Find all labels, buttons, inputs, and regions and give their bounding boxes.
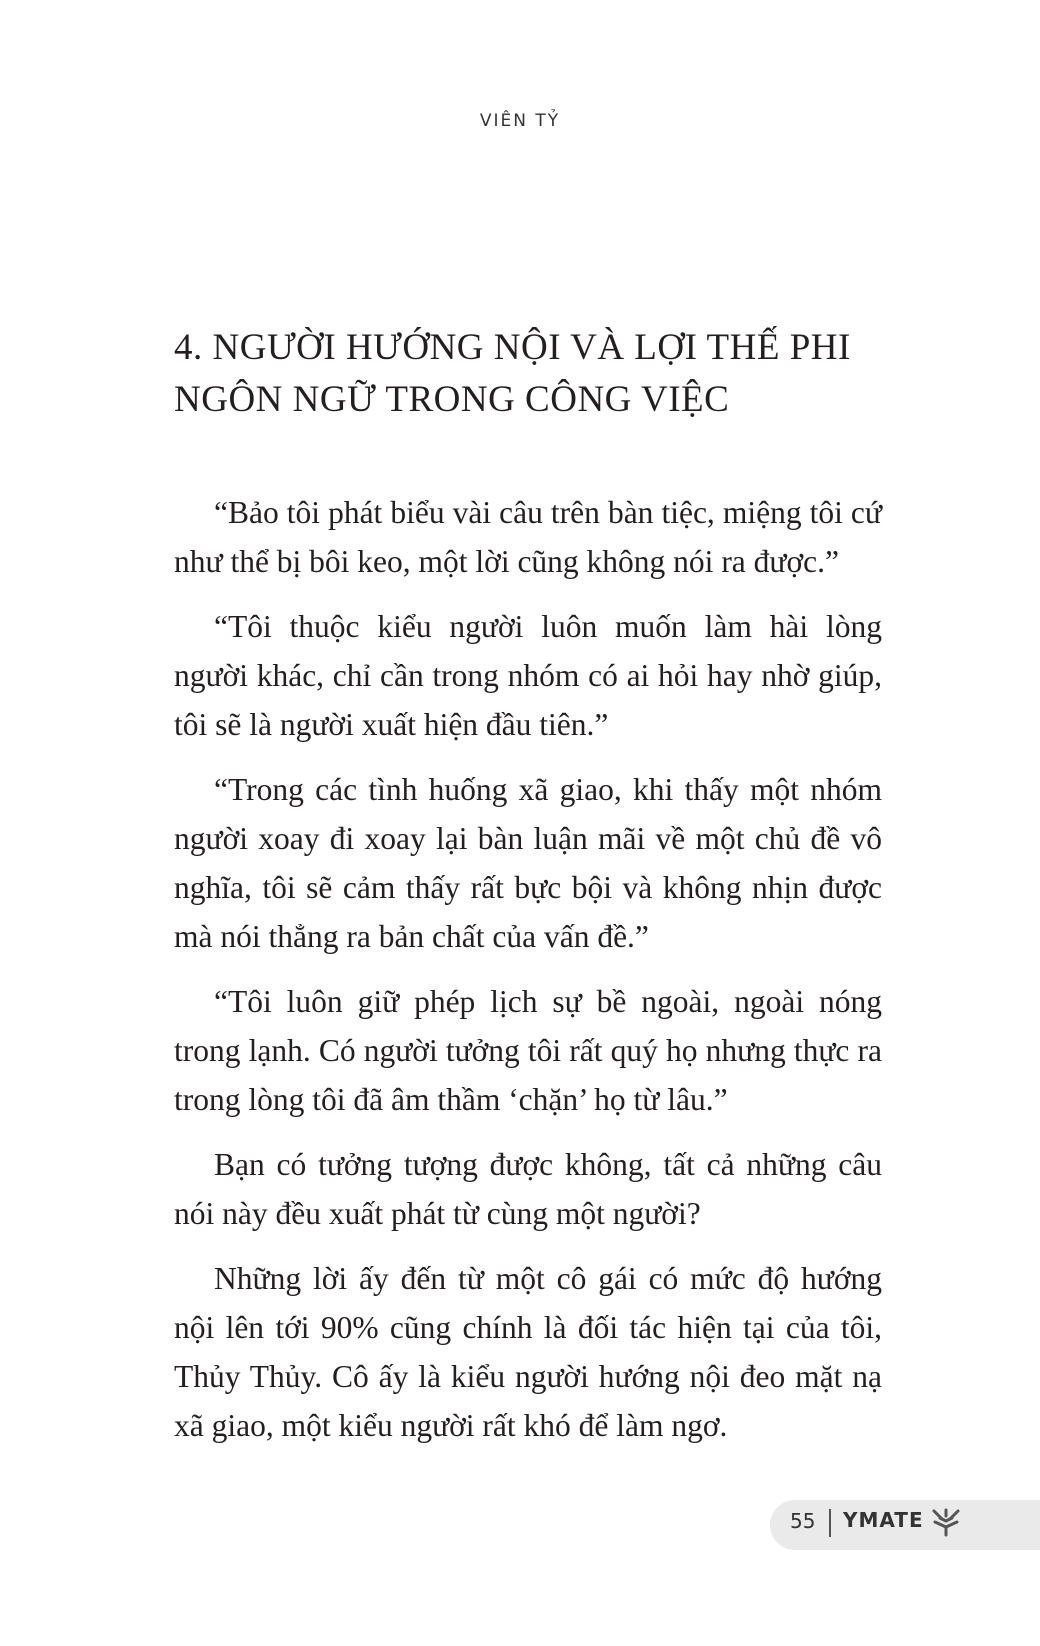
paragraph: “Bảo tôi phát biểu vài câu trên bàn tiệc, miệng tôi cứ như thể bị bôi keo, một lời cũng không nói ra được.”: [174, 495, 882, 579]
running-header: VIÊN TỶ: [479, 111, 561, 131]
brand-name: YMATE: [843, 1508, 924, 1532]
chapter-title: 4. NGƯỜI HƯỚNG NỘI VÀ LỢI THẾ PHI NGÔN NGỮ TRONG CÔNG VIỆC: [174, 327, 851, 420]
footer-divider: [829, 1509, 831, 1537]
paragraph: Những lời ấy đến từ một cô gái có mức độ hướng nội lên tới 90% cũng chính là đối tác hiện tại của tôi, Thủy Thủy. Cô ấy là kiểu người hướng nội đeo mặt nạ xã giao, một kiểu người rất khó để làm ngơ.: [174, 1261, 882, 1443]
paragraph: “Tôi thuộc kiểu người luôn muốn làm hài lòng người khác, chỉ cần trong nhóm có ai hỏi hay nhờ giúp, tôi sẽ là người xuất hiện đầu tiên.”: [174, 609, 882, 742]
ymate-logo-icon: [930, 1506, 962, 1538]
page-number: 55: [790, 1509, 816, 1533]
paragraph: “Trong các tình huống xã giao, khi thấy một nhóm người xoay đi xoay lại bàn luận mãi về một chủ đề vô nghĩa, tôi sẽ cảm thấy rất bực bội và không nhịn được mà nói thẳng ra bản chất của vấn đề.”: [174, 772, 882, 954]
paragraph: Bạn có tưởng tượng được không, tất cả những câu nói này đều xuất phát từ cùng một người?: [174, 1147, 882, 1231]
paragraph: “Tôi luôn giữ phép lịch sự bề ngoài, ngoài nóng trong lạnh. Có người tưởng tôi rất quý họ nhưng thực ra trong lòng tôi đã âm thầm ‘chặn’ họ từ lâu.”: [174, 984, 882, 1117]
body-text: [174, 488, 882, 1466]
